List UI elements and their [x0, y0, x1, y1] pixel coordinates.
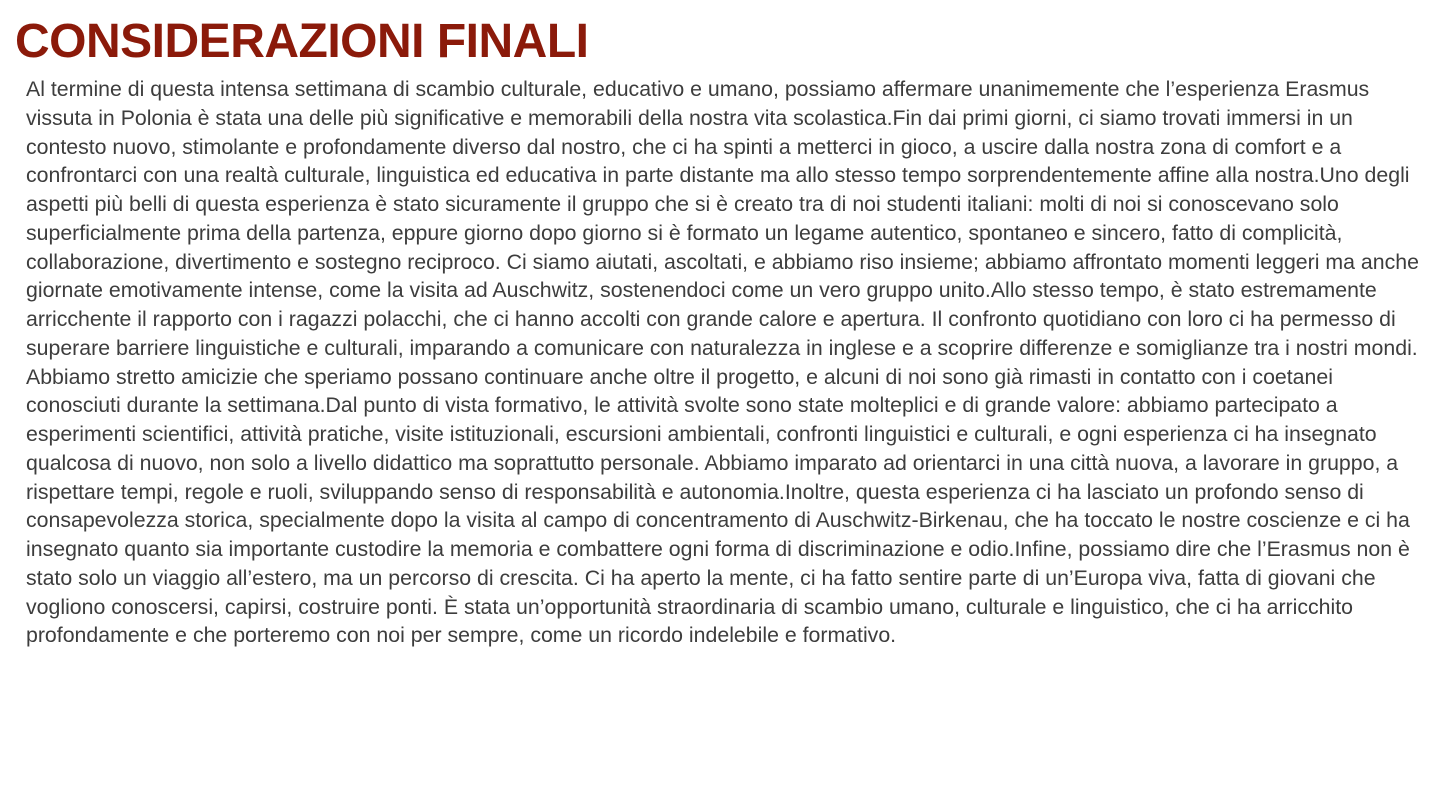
- slide-title: CONSIDERAZIONI FINALI: [15, 15, 589, 68]
- slide-body-text: Al termine di questa intensa settimana di scambio culturale, educativo e umano, possiamo affermare unanimemente che l’esperienza Erasmus vissuta in Polonia è stata una delle più significative e memorabili della nostra vita scolastica.Fin dai primi giorni, ci siamo trovati immersi in un contesto nuovo, stimolante e profondamente diverso dal nostro, che ci ha spinti a metterci in gioco, a uscire dalla nostra zona di comfort e a confrontarci con una realtà culturale, linguistica ed educativa in parte distante ma allo stesso tempo sorprendentemente affine alla nostra.Uno degli aspetti più belli di questa esperienza è stato sicuramente il gruppo che si è creato tra di noi studenti italiani: molti di noi si conoscevano solo superficialmente prima della partenza, eppure giorno dopo giorno si è formato un legame autentico, spontaneo e sincero, fatto di complicità, collaborazione, divertimento e sostegno reciproco. Ci siamo aiutati, ascoltati, e abbiamo riso insieme; abbiamo affrontato momenti leggeri ma anche giornate emotivamente intense, come la visita ad Auschwitz, sostenendoci come un vero gruppo unito.Allo stesso tempo, è stato estremamente arricchente il rapporto con i ragazzi polacchi, che ci hanno accolti con grande calore e apertura. Il confronto quotidiano con loro ci ha permesso di superare barriere linguistiche e culturali, imparando a comunicare con naturalezza in inglese e a scoprire differenze e somiglianze tra i nostri mondi. Abbiamo stretto amicizie che speriamo possano continuare anche oltre il progetto, e alcuni di noi sono già rimasti in contatto con i coetanei conosciuti durante la settimana.Dal punto di vista formativo, le attività svolte sono state molteplici e di grande valore: abbiamo partecipato a esperimenti scientifici, attività pratiche, visite istituzionali, escursioni ambientali, confronti linguistici e culturali, e ogni esperienza ci ha insegnato qualcosa di nuovo, non solo a livello didattico ma soprattutto personale. Abbiamo imparato ad orientarci in una città nuova, a lavorare in gruppo, a rispettare tempi, regole e ruoli, sviluppando senso di responsabilità e autonomia.Inoltre, questa esperienza ci ha lasciato un profondo senso di consapevolezza storica, specialmente dopo la visita al campo di concentramento di Auschwitz-Birkenau, che ha toccato le nostre coscienze e ci ha insegnato quanto sia importante custodire la memoria e combattere ogni forma di discriminazione e odio.Infine, possiamo dire che l’Erasmus non è stato solo un viaggio all’estero, ma un percorso di crescita. Ci ha aperto la mente, ci ha fatto sentire parte di un’Europa viva, fatta di giovani che vogliono conoscersi, capirsi, costruire ponti. È stata un’opportunità straordinaria di scambio umano, culturale e linguistico, che ci ha arricchito profondamente e che porteremo con noi per sempre, come un ricordo indelebile e formativo.: [26, 77, 1419, 648]
